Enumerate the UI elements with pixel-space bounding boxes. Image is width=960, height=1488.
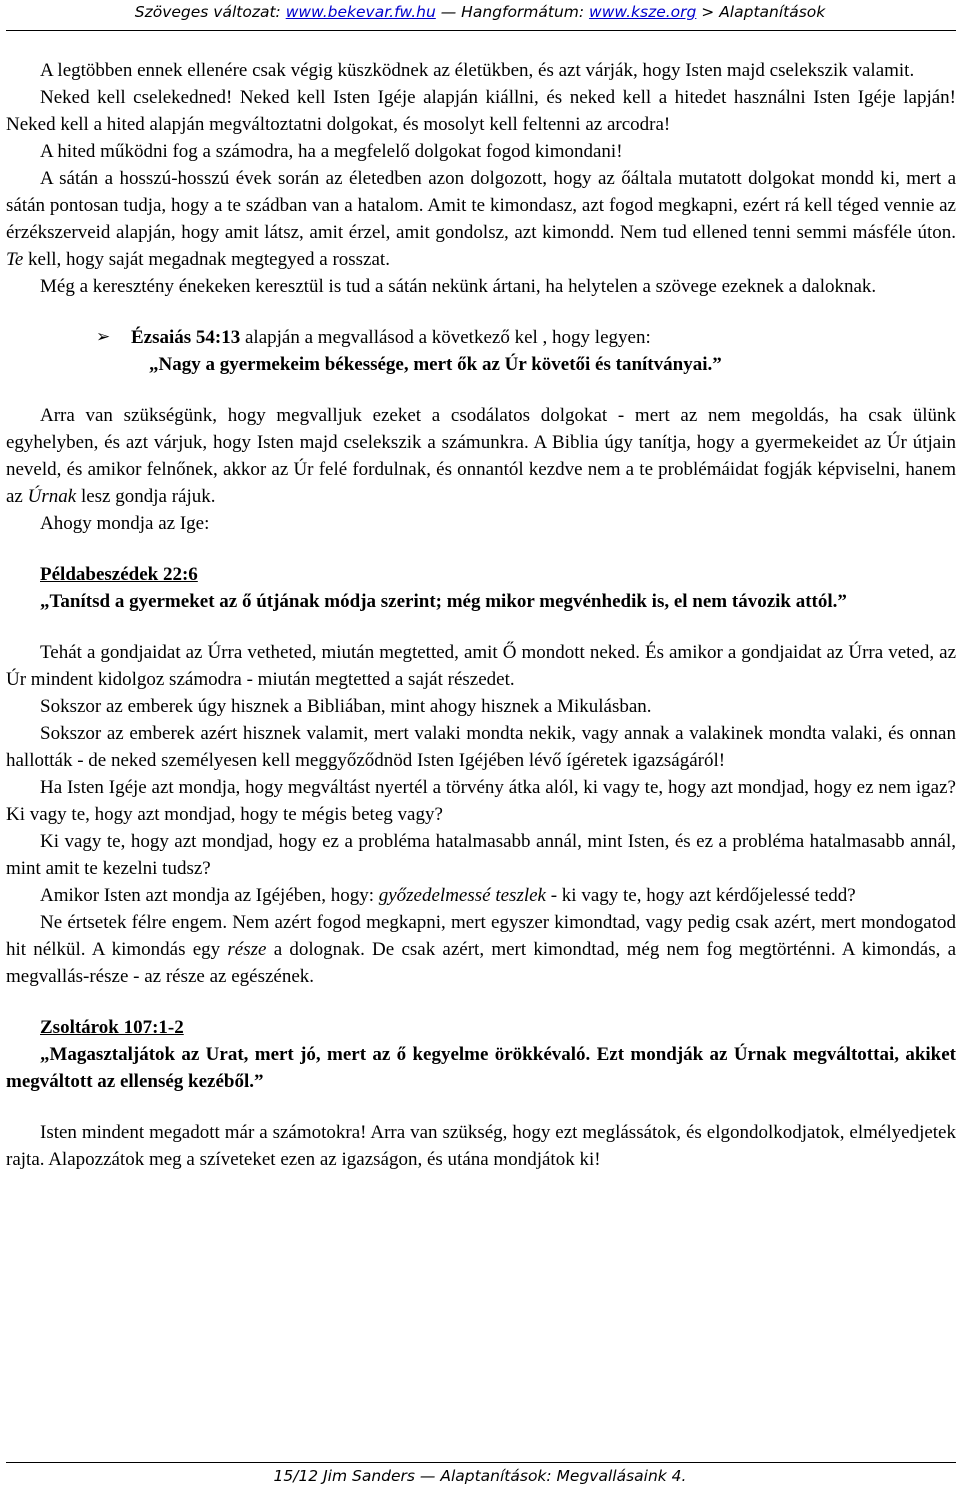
page-footer: 15/12 Jim Sanders — Alaptanítások: Megvallásaink 4. [273, 1467, 687, 1485]
scripture-quote: „Tanítsd a gyermeket az ő útjának módja szerint; még mikor megvénhedik is, el nem távozik attól.” [40, 591, 847, 612]
bekevar-link[interactable]: www.bekevar.fw.hu [285, 3, 436, 21]
paragraph: A sátán a hosszú-hosszú évek során az életedben azon dolgozott, hogy az őáltala mutatott dolgokat mondd ki, mert a sátán pontosan tudja, hogy a te szádban van a hatalom. Amit te kimondasz, azt fogod megkapni, ezért rá kell téged vennie az érzékszerveid alapján, hogy amit látsz, amit érzel, amit gondolsz, azt kimondd. Nem tud ellened tenni semmi másféle úton. Te kell, hogy saját megadnak megtegyed a rosszat. [6, 168, 956, 270]
paragraph: Ha Isten Igéje azt mondja, hogy megváltást nyertél a törvény átka alól, ki vagy te, hogy azt mondjad, hogy ez nem igaz? Ki vagy te, hogy azt mondjad, hogy te mégis beteg vagy? [6, 777, 956, 825]
emphasis-text: Te [6, 249, 24, 270]
scripture-reference: Példabeszédek 22:6 [40, 564, 198, 585]
paragraph: Ki vagy te, hogy azt mondjad, hogy ez a probléma hatalmasabb annál, mint Isten, és ez a probléma hatalmasabb annál, mint amit te kezelni tudsz? [6, 831, 956, 879]
bullet-item: ➢ Ézsaiás 54:13 alapján a megvallásod a következő kel , hogy legyen: [6, 324, 956, 351]
header-middle: — Hangformátum: [435, 3, 590, 21]
paragraph: A legtöbben ennek ellenére csak végig küszködnek az életükben, és azt várják, hogy Isten majd cselekszik valamit. [40, 60, 915, 81]
paragraph: Tehát a gondjaidat az Úrra vetheted, miután megtetted, amit Ő mondott neked. És amikor a gondjaidat az Úrra veted, az Úr mindent kidolgoz számodra - miután megtetted a saját részedet. [6, 642, 956, 690]
paragraph: Amikor Isten azt mondja az Igéjében, hogy: győzedelmessé teszlek - ki vagy te, hogy azt kérdőjelessé tedd? [40, 885, 856, 906]
page-header [0, 0, 960, 30]
paragraph: Isten mindent megadott már a számotokra! Arra van szükség, hogy ezt meglássátok, és elgondolkodjatok, elmélyedjetek rajta. Alapozzátok meg a szíveteket ezen az igazságon, és utána mondjátok ki! [6, 1122, 956, 1170]
paragraph: Még a keresztény énekeken keresztül is tud a sátán nekünk ártani, ha helytelen a szövege ezeknek a daloknak. [40, 276, 877, 297]
paragraph: Ne értsetek félre engem. Nem azért fogod megkapni, mert egyszer kimondtad, vagy pedig csak azért, mert mondogatod hit nélkül. A kimondás egy része a dolognak. De csak azért, mert kimondtad, még nem fog megtörténni. A kimondás, a megvallás-része - az része az egészének. [6, 912, 956, 987]
emphasis-text: része [227, 939, 267, 960]
ksze-link[interactable]: www.ksze.org [589, 3, 697, 21]
emphasis-text: győzedelmessé teszlek [378, 885, 546, 906]
paragraph: A hited működni fog a számodra, ha a megfelelő dolgokat fogod kimondani! [40, 141, 623, 162]
paragraph: Arra van szükségünk, hogy megvalljuk ezeket a csodálatos dolgokat - mert az nem megoldás, ha csak ülünk egyhelyben, és azt várjuk, hogy Isten majd cselekszik a számunkra. A Biblia úgy tanítja, hogy a gyermekeidet az Úr útjain neveld, és amikor felnőnek, akkor az Úr felé fordulnak, és onnantól kezdve nem a te problémáidat fogják képviselni, hanem az Úrnak lesz gondja rájuk. [6, 405, 956, 507]
scripture-reference: Ézsaiás 54:13 [131, 327, 241, 348]
scripture-quote: „Nagy a gyermekeim békessége, mert ők az Úr követői és tanítványai.” [149, 354, 722, 375]
paragraph: Neked kell cselekedned! Neked kell Isten Igéje alapján kiállni, és neked kell a hitedet használni Isten Igéje lapján! Neked kell a hited alapján megváltoztatni dolgokat, és mosolyt kell feltenni az arcodra! [6, 87, 956, 135]
paragraph: Sokszor az emberek azért hisznek valamit, mert valaki mondta nekik, vagy annak a valakinek mondta valaki, és onnan hallották - de neked személyesen kell meggyőződnöd Isten Igéjében lévő ígéretek igazságáról! [6, 723, 956, 771]
paragraph: Ahogy mondja az Ige: [40, 513, 210, 534]
emphasis-text: Úrnak [27, 486, 77, 507]
scripture-reference: Zsoltárok 107:1-2 [40, 1017, 184, 1038]
scripture-quote: „Magasztaljátok az Urat, mert jó, mert az ő kegyelme örökkévaló. Ezt mondják az Úrnak megváltottai, akiket megváltott az ellenség kezéből.” [6, 1044, 956, 1092]
header-divider [6, 30, 956, 31]
document-body [6, 57, 956, 1173]
header-suffix: > Alaptanítások [696, 3, 826, 21]
arrow-bullet-icon: ➢ [96, 327, 111, 347]
footer-divider [6, 1462, 956, 1463]
paragraph: Sokszor az emberek úgy hisznek a Bibliában, mint ahogy hisznek a Mikulásban. [40, 696, 652, 717]
header-prefix: Szöveges változat: [134, 3, 286, 21]
